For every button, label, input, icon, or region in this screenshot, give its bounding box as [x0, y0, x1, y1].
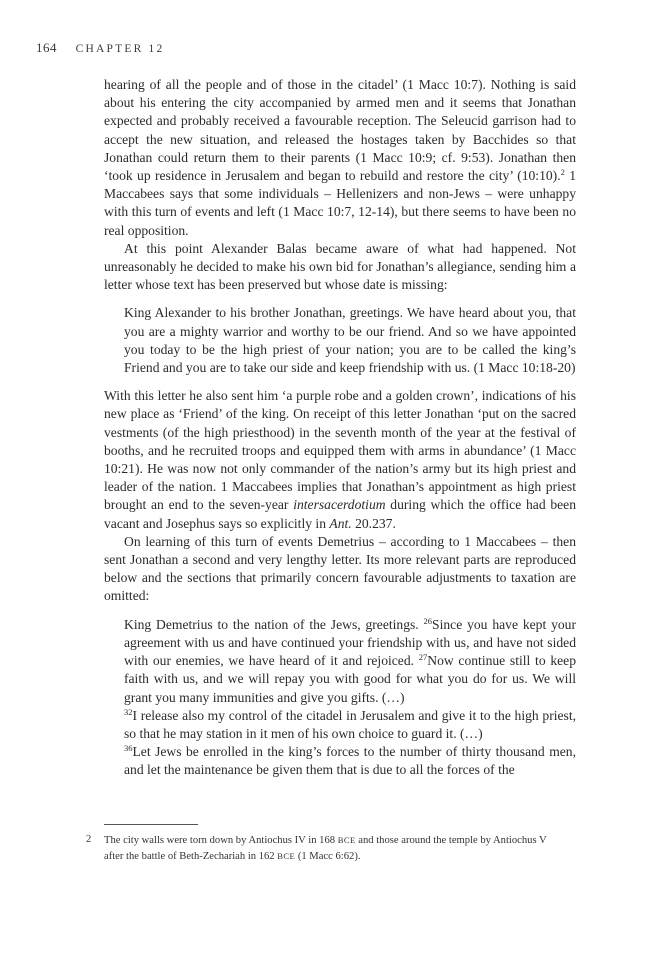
page-number: 164: [36, 40, 57, 55]
quote-line-1: [124, 616, 576, 707]
chapter-title: CHAPTER 12: [75, 43, 165, 55]
footnote-text-b: and those around the temple by Antiochus V after the battle of Beth-Zechariah in 162: [104, 835, 547, 862]
italic-term: intersacerdotium: [293, 497, 386, 513]
quote-line-3: [124, 743, 576, 779]
quote-text-c: Now continue still to keep faith with us, and we will repay you with good for what you do for us. We will grant you many immunities and give you gifts. (…): [124, 653, 576, 705]
paragraph-1-text: hearing of all the people and of those in the citadel’ (1 Macc 10:7). Nothing is said about his entering the city accompanied by armed men and it seems that Jonathan expected and probably received a favourable reception. The Seleucid garrison had to accept the new situation, and released the hostages taken by Bacchides so that Jonathan could return them to their parents (1 Macc 10:9; cf. 9:53). Jonathan then ‘took up residence in Jerusalem and began to rebuild and restore the city’ (10:10).: [104, 77, 576, 184]
running-head: [36, 40, 636, 60]
paragraph-1: [104, 76, 576, 240]
footnote-text-c: (1 Macc 6:62).: [295, 850, 361, 862]
paragraph-4: On learning of this turn of events Demetrius – according to 1 Maccabees – then sent Jonathan a second and very lengthy letter. Its more relevant parts are reproduced below and the sections that primarily concern favourable adjustments to taxation are omitted:: [104, 533, 576, 604]
quote-text-b: Since you have kept your agreement with us and have continued your friendship with us, and have not sided with our enemies, we have heard of it and rejoiced.: [124, 616, 576, 669]
footnote-text: [104, 833, 564, 864]
era-abbrev: BCE: [277, 850, 296, 861]
verse-number: 27: [418, 652, 428, 663]
footnote: [86, 833, 566, 864]
quote-text-e: Let Jews be enrolled in the king’s forces to the number of thirty thousand men, and let the maintenance be given them that is due to all the forces of the: [124, 744, 576, 778]
quote-text: King Alexander to his brother Jonathan, greetings. We have heard about you, that you are a mighty warrior and worthy to be our friend. And so we have appointed you today to be the high priest of your nation; you are to be called the king’s Friend and you are to take our side and keep friendship with us. (1 Macc 10:18-20): [124, 305, 576, 376]
footnote-divider: [104, 824, 198, 825]
paragraph-3-text-c: 20.237.: [351, 515, 396, 531]
quote-line-2: [124, 707, 576, 743]
verse-number: 36: [124, 743, 133, 754]
footnote-text-a: The city walls were torn down by Antiochus IV in 168: [104, 835, 338, 846]
footnote-ref[interactable]: 2: [560, 167, 565, 178]
paragraph-3: [104, 387, 576, 533]
quote-text-a: King Demetrius to the nation of the Jews, greetings.: [124, 616, 424, 632]
main-text: [104, 76, 576, 790]
paragraph-3-text-b: during which the office had been vacant and Josephus says so explicitly in: [104, 497, 577, 531]
paragraph-1-tail: 1 Maccabees says that some individuals – Hellenizers and non-Jews – were unhappy with this turn of events and left (1 Macc 10:7, 12-14), but there seems to have been no real opposition.: [104, 168, 576, 238]
footnote-number: 2: [86, 834, 92, 845]
paragraph-3-text-a: With this letter he also sent him ‘a purple robe and a golden crown’, indications of his new place as ‘Friend’ of the king. On receipt of this letter Jonathan ‘put on the sacred vestments (of the high priesthood) in the seventh month of the year at the festival of booths, and he recruited troops and equipped them with arms in abundance’ (1 Macc 10:21). He was now not only commander of the nation’s army but its high priest and leader of the nation. 1 Maccabees implies that Jonathan’s appointment as high priest brought an end to the seven-year: [104, 388, 576, 513]
quote-text-d: I release also my control of the citadel in Jerusalem and give it to the high priest, so that he may station in it men of his own choice to guard it. (…): [124, 707, 576, 741]
block-quote-alexander: [124, 304, 576, 377]
citation-ant: Ant.: [329, 515, 352, 531]
verse-number: 26: [423, 615, 433, 626]
block-quote-demetrius: [124, 616, 576, 780]
verse-number: 32: [124, 706, 133, 717]
era-abbrev: BCE: [337, 835, 356, 845]
paragraph-2: At this point Alexander Balas became aware of what had happened. Not unreasonably he decided to make his own bid for Jonathan’s allegiance, sending him a letter whose text has been preserved but whose date is missing:: [104, 240, 576, 293]
